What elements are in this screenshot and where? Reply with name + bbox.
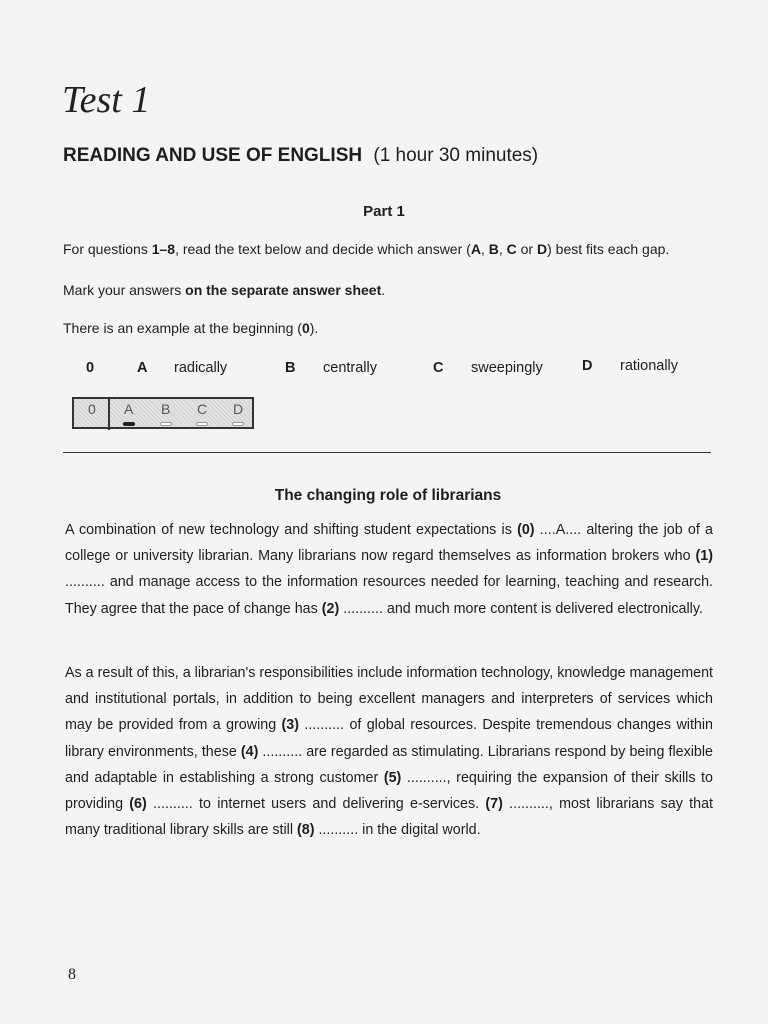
example-letter-c: C	[433, 360, 444, 376]
answer-mark-d-empty	[232, 422, 244, 426]
article-paragraph-1: A combination of new technology and shifting student expectations is (0) ....A.... altering the job of a college or university librarian. Many librarians now regard themselves as information brokers who (1) .......... and manage access to the information resources needed for learning, teaching and research. They agree that the pace of change has (2) .......... and much more content is delivered electronically.	[65, 522, 713, 617]
instr-bold: on the separate answer sheet	[185, 282, 382, 298]
answer-box-divider	[108, 398, 110, 430]
example-letter-b: B	[285, 360, 296, 376]
example-word-b: centrally	[323, 360, 377, 376]
article-title: The changing role of librarians	[274, 487, 502, 504]
page-number: 8	[68, 966, 76, 983]
example-word-a: radically	[174, 360, 228, 376]
answer-box-letter-c: C	[197, 401, 208, 417]
answer-box-letter-a: A	[124, 401, 134, 417]
example-number: 0	[86, 360, 95, 376]
article-paragraph-2: As a result of this, a librarian's responsibilities include information technology, knowledge management and institutional portals, in addition to being excellent managers and interpreters of services which may be provided from a growing (3) .......... of global resources. Despite tremendous changes within library environments, these (4) .......... are regarded as stimulating. Librarians respond by being flexible and adaptable in establishing a strong customer (5) .........., requiring the expansion of their skills to providing (6) .......... to internet users and delivering e-services. (7) .........., most librarians say that many traditional library skills are still (8) .......... in the digital world.	[65, 665, 713, 839]
answer-mark-b-empty	[160, 422, 172, 426]
example-letter-a: A	[137, 360, 148, 376]
example-letter-d: D	[582, 358, 593, 374]
instr-text: ,	[498, 241, 507, 257]
instr-text: There is an example at the beginning (	[63, 320, 302, 336]
horizontal-rule	[63, 452, 711, 453]
instr-text: ).	[309, 320, 319, 336]
example-word-d: rationally	[620, 358, 679, 374]
answer-mark-c-empty	[196, 422, 208, 426]
answer-mark-a-filled	[123, 422, 135, 426]
instruction-line-1	[63, 241, 669, 257]
section-heading	[63, 145, 538, 167]
section-name: READING AND USE OF ENGLISH	[63, 145, 363, 166]
instr-text: , read the text below and decide which answer (	[175, 241, 471, 257]
instr-text: Mark your answers	[63, 282, 186, 298]
instr-text: ) best fits each gap.	[547, 241, 670, 257]
answer-box-number: 0	[88, 401, 96, 417]
answer-box-letter-d: D	[233, 401, 244, 417]
instr-bold: C	[506, 241, 517, 257]
instr-bold: 0	[301, 320, 310, 336]
instr-text: For questions	[63, 241, 152, 257]
example-answer-box	[72, 397, 254, 429]
test-title: Test 1	[62, 79, 151, 121]
part-title: Part 1	[363, 203, 405, 220]
instr-bold: A	[470, 241, 481, 257]
instr-text: or	[516, 241, 537, 257]
example-word-c: sweepingly	[471, 360, 543, 376]
instruction-line-2	[63, 282, 385, 298]
answer-box-letter-b: B	[161, 401, 171, 417]
instr-bold: 1–8	[151, 241, 176, 257]
instr-text: ,	[480, 241, 489, 257]
instr-bold: D	[536, 241, 548, 257]
instr-text: .	[381, 282, 386, 298]
section-duration: (1 hour 30 minutes)	[373, 145, 539, 166]
instruction-line-3	[63, 320, 318, 336]
instr-bold: B	[488, 241, 499, 257]
